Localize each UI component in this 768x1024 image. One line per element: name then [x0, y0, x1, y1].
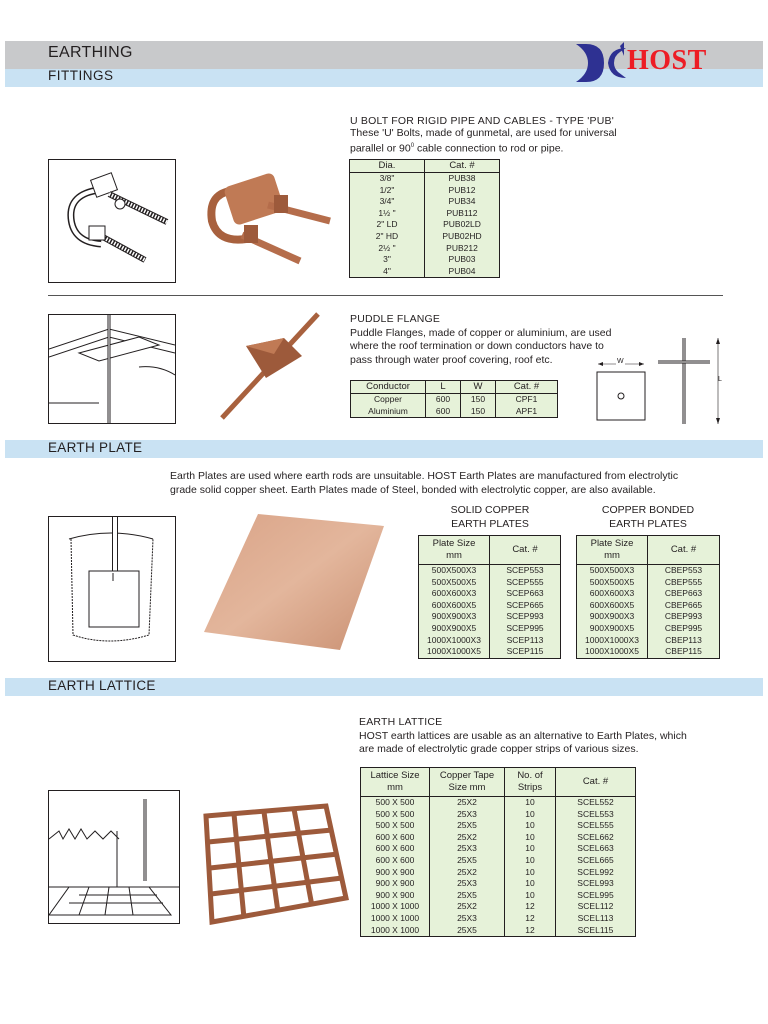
lattice-cell: 10 — [505, 855, 556, 867]
ubolt-cell: PUB38 — [448, 173, 476, 183]
puddle-cell: Aluminium — [351, 406, 426, 418]
bonded-cell: 1000X1000X3 — [577, 635, 648, 647]
solid-cell: 500X500X5 — [419, 577, 490, 589]
lattice-col-tape-l2: Size mm — [448, 782, 486, 793]
lattice-cell: 500 X 500 — [361, 809, 430, 821]
puddle-dim-w-label: W — [617, 358, 624, 365]
bonded-row — [577, 565, 720, 577]
puddle-dim-l-diagram — [656, 336, 726, 426]
lattice-cell: 25X3 — [430, 809, 505, 821]
solid-cell: SCEP665 — [506, 599, 544, 610]
lattice-cell: SCEL555 — [577, 820, 614, 831]
ubolt-cell: 1½ " — [350, 208, 425, 220]
ubolt-table — [349, 159, 500, 278]
ubolt-cell: 4" — [350, 266, 425, 278]
lattice-col-strips — [505, 768, 556, 797]
lattice-cell: 12 — [505, 913, 556, 925]
puddle-col-cat: Cat. # — [496, 381, 558, 394]
ubolt-col-cat: Cat. # — [425, 160, 500, 173]
puddle-table — [350, 380, 558, 418]
lattice-cell: 10 — [505, 809, 556, 821]
ubolt-desc-text-b: cable connection to rod or pipe. — [414, 142, 564, 155]
solid-cell: 600X600X3 — [419, 588, 490, 600]
ubolt-desc-degree: 0 — [410, 143, 415, 149]
puddle-col-conductor: Conductor — [351, 381, 426, 394]
earth-plate-photo — [200, 508, 390, 656]
ubolt-cell: PUB03 — [448, 254, 476, 265]
solid-row — [419, 565, 561, 577]
ubolt-cell: PUB112 — [446, 207, 478, 218]
puddle-line-1: Puddle Flanges, made of copper or aluminium, are used — [350, 327, 612, 339]
lattice-col-tape-l1: Copper Tape — [439, 770, 495, 781]
lattice-cell: 900 X 900 — [361, 890, 430, 902]
ubolt-cell: 3/4" — [350, 196, 425, 208]
ubolt-photo — [198, 165, 338, 273]
bonded-table-body — [577, 565, 720, 659]
ubolt-row — [350, 196, 500, 208]
solid-cell: SCEP553 — [506, 565, 544, 575]
lattice-cell: 10 — [505, 832, 556, 844]
lattice-row — [361, 925, 636, 937]
lattice-row — [361, 797, 636, 809]
ubolt-cell: 3" — [350, 254, 425, 266]
puddle-photo — [210, 312, 330, 422]
solid-cell: SCEP995 — [506, 622, 544, 633]
ubolt-table-body — [350, 173, 500, 278]
earth-plate-heading: EARTH PLATE — [48, 440, 143, 455]
ubolt-desc-line1: These 'U' Bolts, made of gunmetal, are used for universal — [350, 127, 617, 139]
earth-plate-drawing — [48, 516, 176, 662]
solid-cell: 900X900X3 — [419, 611, 490, 623]
ubolt-row — [350, 208, 500, 220]
puddle-line-2: where the roof termination or down conductors have to — [350, 340, 604, 352]
ubolt-row — [350, 243, 500, 255]
lattice-row — [361, 878, 636, 890]
bonded-cell: CBEP665 — [664, 599, 703, 610]
lattice-row — [361, 843, 636, 855]
lattice-cell: 600 X 600 — [361, 855, 430, 867]
bonded-cell: CBEP555 — [664, 576, 703, 587]
ubolt-cell: PUB12 — [448, 184, 476, 195]
solid-col-size-l2: mm — [446, 550, 462, 561]
ubolt-row — [350, 266, 500, 278]
bonded-row — [577, 577, 720, 589]
puddle-square-icon — [592, 358, 650, 424]
lattice-cell: 500 X 500 — [361, 820, 430, 832]
lattice-cell: 500 X 500 — [361, 797, 430, 809]
bonded-cell: 1000X1000X5 — [577, 646, 648, 658]
solid-row — [419, 588, 561, 600]
lattice-cell: 25X2 — [430, 901, 505, 913]
bonded-plates-caption — [578, 504, 718, 531]
lattice-cell: SCEL665 — [577, 854, 614, 865]
lattice-table-body — [361, 797, 636, 937]
lattice-cell: SCEL995 — [577, 889, 614, 900]
lattice-col-strips-l2: Strips — [517, 782, 543, 793]
solid-col-size — [419, 536, 490, 565]
ubolt-desc-text-a: parallel or 90 — [350, 142, 411, 155]
puddle-line-3: pass through water proof covering, roof etc. — [350, 354, 553, 366]
bonded-col-size — [577, 536, 648, 565]
lattice-cell: SCEL663 — [577, 843, 614, 854]
ubolt-row — [350, 173, 500, 185]
ubolt-desc-line2 — [350, 140, 563, 156]
ubolt-drawing — [48, 159, 176, 283]
lattice-cell: SCEL553 — [577, 808, 614, 819]
puddle-photo-icon — [210, 312, 330, 422]
lattice-cell: 600 X 600 — [361, 832, 430, 844]
puddle-cell: 150 — [461, 406, 496, 418]
bonded-cell: CBEP993 — [664, 611, 703, 622]
bonded-cell: 600X600X5 — [577, 600, 648, 612]
lattice-col-strips-l1: No. of — [517, 770, 543, 781]
puddle-col-w: W — [461, 381, 496, 394]
puddle-dim-w-diagram — [592, 358, 650, 424]
solid-col-cat: Cat. # — [490, 536, 561, 565]
lattice-col-size — [361, 768, 430, 797]
solid-cell: 600X600X5 — [419, 600, 490, 612]
ubolt-cell: 2" HD — [350, 231, 425, 243]
lattice-cell: 25X3 — [430, 878, 505, 890]
ubolt-cell: 1/2" — [350, 185, 425, 197]
lattice-cell: 10 — [505, 878, 556, 890]
bonded-cell: CBEP553 — [664, 565, 703, 575]
solid-cell: 900X900X5 — [419, 623, 490, 635]
ubolt-row — [350, 231, 500, 243]
lattice-pit-icon — [49, 791, 179, 923]
bonded-row — [577, 611, 720, 623]
ubolt-row — [350, 254, 500, 266]
lattice-photo — [186, 802, 350, 926]
lattice-cell: 10 — [505, 820, 556, 832]
lattice-col-tape — [430, 768, 505, 797]
lattice-cell: 10 — [505, 867, 556, 879]
puddle-cell: 150 — [461, 394, 496, 406]
lattice-cell: 12 — [505, 925, 556, 937]
earth-lattice-heading: EARTH LATTICE — [48, 678, 156, 693]
ubolt-title: U BOLT FOR RIGID PIPE AND CABLES - TYPE 'PUB' — [350, 115, 614, 127]
bonded-cell: CBEP995 — [664, 622, 703, 633]
ubolt-cell: PUB02HD — [442, 230, 482, 241]
lattice-cell: SCEL662 — [577, 831, 614, 842]
lattice-cell: 1000 X 1000 — [361, 925, 430, 937]
lattice-row — [361, 867, 636, 879]
solid-row — [419, 623, 561, 635]
copper-plate-photo-icon — [200, 508, 390, 656]
puddle-cell: 600 — [426, 394, 461, 406]
puddle-cell: CPF1 — [515, 394, 538, 404]
ubolt-cell: 2½ " — [350, 243, 425, 255]
bonded-cell: CBEP115 — [665, 646, 702, 657]
lattice-row — [361, 913, 636, 925]
lattice-cell: 25X5 — [430, 855, 505, 867]
lattice-cell: SCEL115 — [577, 924, 614, 935]
bonded-cell: 900X900X3 — [577, 611, 648, 623]
solid-cell: 1000X1000X3 — [419, 635, 490, 647]
ubolt-line-drawing-icon — [49, 160, 175, 282]
ubolt-cell: 2" LD — [350, 219, 425, 231]
lattice-row — [361, 901, 636, 913]
bonded-row — [577, 646, 720, 658]
puddle-cell: Copper — [351, 394, 426, 406]
bonded-cell: 600X600X3 — [577, 588, 648, 600]
copper-lattice-photo-icon — [186, 802, 350, 926]
bonded-col-size-l1: Plate Size — [590, 538, 634, 549]
lattice-cell: SCEL992 — [577, 866, 614, 877]
lattice-cell: 1000 X 1000 — [361, 913, 430, 925]
solid-cell: SCEP993 — [506, 611, 544, 622]
lattice-table — [360, 767, 636, 937]
lattice-cell: 25X2 — [430, 832, 505, 844]
lattice-row — [361, 820, 636, 832]
lattice-cell: 25X2 — [430, 867, 505, 879]
bonded-cell: 900X900X5 — [577, 623, 648, 635]
puddle-cell: APF1 — [515, 405, 538, 416]
solid-row — [419, 635, 561, 647]
bonded-col-size-l2: mm — [604, 550, 620, 561]
lattice-cell: 900 X 900 — [361, 867, 430, 879]
lattice-cell: 900 X 900 — [361, 878, 430, 890]
solid-cell: SCEP555 — [506, 576, 544, 587]
puddle-row — [351, 406, 558, 418]
lattice-cell: 25X5 — [430, 890, 505, 902]
bonded-caption-line1: COPPER BONDED — [601, 504, 695, 516]
solid-row — [419, 646, 561, 658]
earth-plate-line-2: grade solid copper sheet. Earth Plates made of Steel, bonded with electrolytic copper, are also available. — [170, 484, 656, 496]
solid-cell: SCEP113 — [506, 634, 544, 645]
earth-plate-line-1: Earth Plates are used where earth rods are unsuitable. HOST Earth Plates are manufactured from electrolytic — [170, 470, 679, 482]
lattice-row — [361, 809, 636, 821]
bonded-cell: CBEP113 — [665, 634, 702, 645]
solid-row — [419, 600, 561, 612]
solid-cell: SCEP115 — [506, 646, 544, 657]
bonded-cell: CBEP663 — [664, 588, 703, 599]
solid-row — [419, 577, 561, 589]
ubolt-cell: PUB02LD — [443, 219, 481, 230]
bonded-row — [577, 635, 720, 647]
bonded-caption-line2: EARTH PLATES — [609, 517, 687, 530]
bonded-col-cat: Cat. # — [648, 536, 720, 565]
lattice-row — [361, 890, 636, 902]
lattice-cell: SCEL552 — [577, 797, 614, 807]
bonded-row — [577, 623, 720, 635]
solid-cell: 1000X1000X5 — [419, 646, 490, 658]
puddle-cell: 600 — [426, 406, 461, 418]
puddle-drawing — [48, 314, 176, 424]
puddle-row — [351, 394, 558, 406]
lattice-cell: 25X5 — [430, 925, 505, 937]
solid-plates-caption — [420, 504, 560, 531]
ubolt-photo-icon — [198, 165, 338, 273]
lattice-drawing — [48, 790, 180, 924]
bonded-plates-table — [576, 535, 720, 659]
earth-plate-pit-icon — [49, 517, 175, 661]
lattice-cell: 10 — [505, 890, 556, 902]
lattice-col-cat: Cat. # — [556, 768, 636, 797]
solid-col-size-l1: Plate Size — [432, 538, 476, 549]
puddle-side-icon — [656, 336, 726, 426]
puddle-title: PUDDLE FLANGE — [350, 313, 441, 325]
lattice-cell: 25X3 — [430, 913, 505, 925]
solid-table-body — [419, 565, 561, 659]
lattice-cell: 25X3 — [430, 843, 505, 855]
section-divider — [48, 295, 723, 296]
ubolt-cell: PUB212 — [446, 242, 478, 253]
lattice-cell: 600 X 600 — [361, 843, 430, 855]
lattice-title: EARTH LATTICE — [359, 716, 443, 728]
lattice-cell: 25X2 — [430, 797, 505, 809]
lattice-row — [361, 832, 636, 844]
bonded-cell: 500X500X3 — [577, 565, 648, 577]
lattice-row — [361, 855, 636, 867]
lattice-cell: 10 — [505, 843, 556, 855]
lattice-line-2: are made of electrolytic grade copper strips of various sizes. — [359, 743, 639, 755]
solid-plates-table — [418, 535, 561, 659]
ubolt-cell: 3/8" — [350, 173, 425, 185]
lattice-cell: 25X5 — [430, 820, 505, 832]
lattice-cell: 1000 X 1000 — [361, 901, 430, 913]
page-title: EARTHING — [48, 44, 133, 61]
ubolt-row — [350, 185, 500, 197]
puddle-dim-l-label: L — [718, 376, 722, 383]
solid-cell: 500X500X3 — [419, 565, 490, 577]
bonded-cell: 500X500X5 — [577, 577, 648, 589]
puddle-line-drawing-icon — [49, 315, 175, 423]
ubolt-col-dia: Dia. — [350, 160, 425, 173]
solid-cell: SCEP663 — [506, 588, 544, 599]
lattice-col-size-l1: Lattice Size — [370, 770, 420, 781]
lattice-cell: SCEL113 — [577, 912, 614, 923]
lattice-cell: 10 — [505, 797, 556, 809]
lattice-line-1: HOST earth lattices are usable as an alternative to Earth Plates, which — [359, 730, 687, 742]
solid-row — [419, 611, 561, 623]
solid-caption-line2: EARTH PLATES — [451, 517, 529, 530]
bonded-row — [577, 600, 720, 612]
lattice-cell: SCEL993 — [577, 878, 614, 889]
ubolt-row — [350, 219, 500, 231]
host-logo-mark-icon — [574, 42, 634, 84]
lattice-col-size-l2: mm — [387, 782, 403, 793]
puddle-table-body — [351, 394, 558, 418]
page-subtitle: FITTINGS — [48, 68, 114, 83]
lattice-cell: SCEL112 — [577, 901, 614, 912]
ubolt-cell: PUB34 — [448, 196, 476, 207]
solid-caption-line1: SOLID COPPER — [450, 504, 530, 516]
puddle-col-l: L — [426, 381, 461, 394]
bonded-row — [577, 588, 720, 600]
host-logo-text: HOST — [627, 45, 707, 76]
ubolt-cell: PUB04 — [448, 265, 476, 276]
host-logo — [574, 42, 724, 84]
lattice-cell: 12 — [505, 901, 556, 913]
